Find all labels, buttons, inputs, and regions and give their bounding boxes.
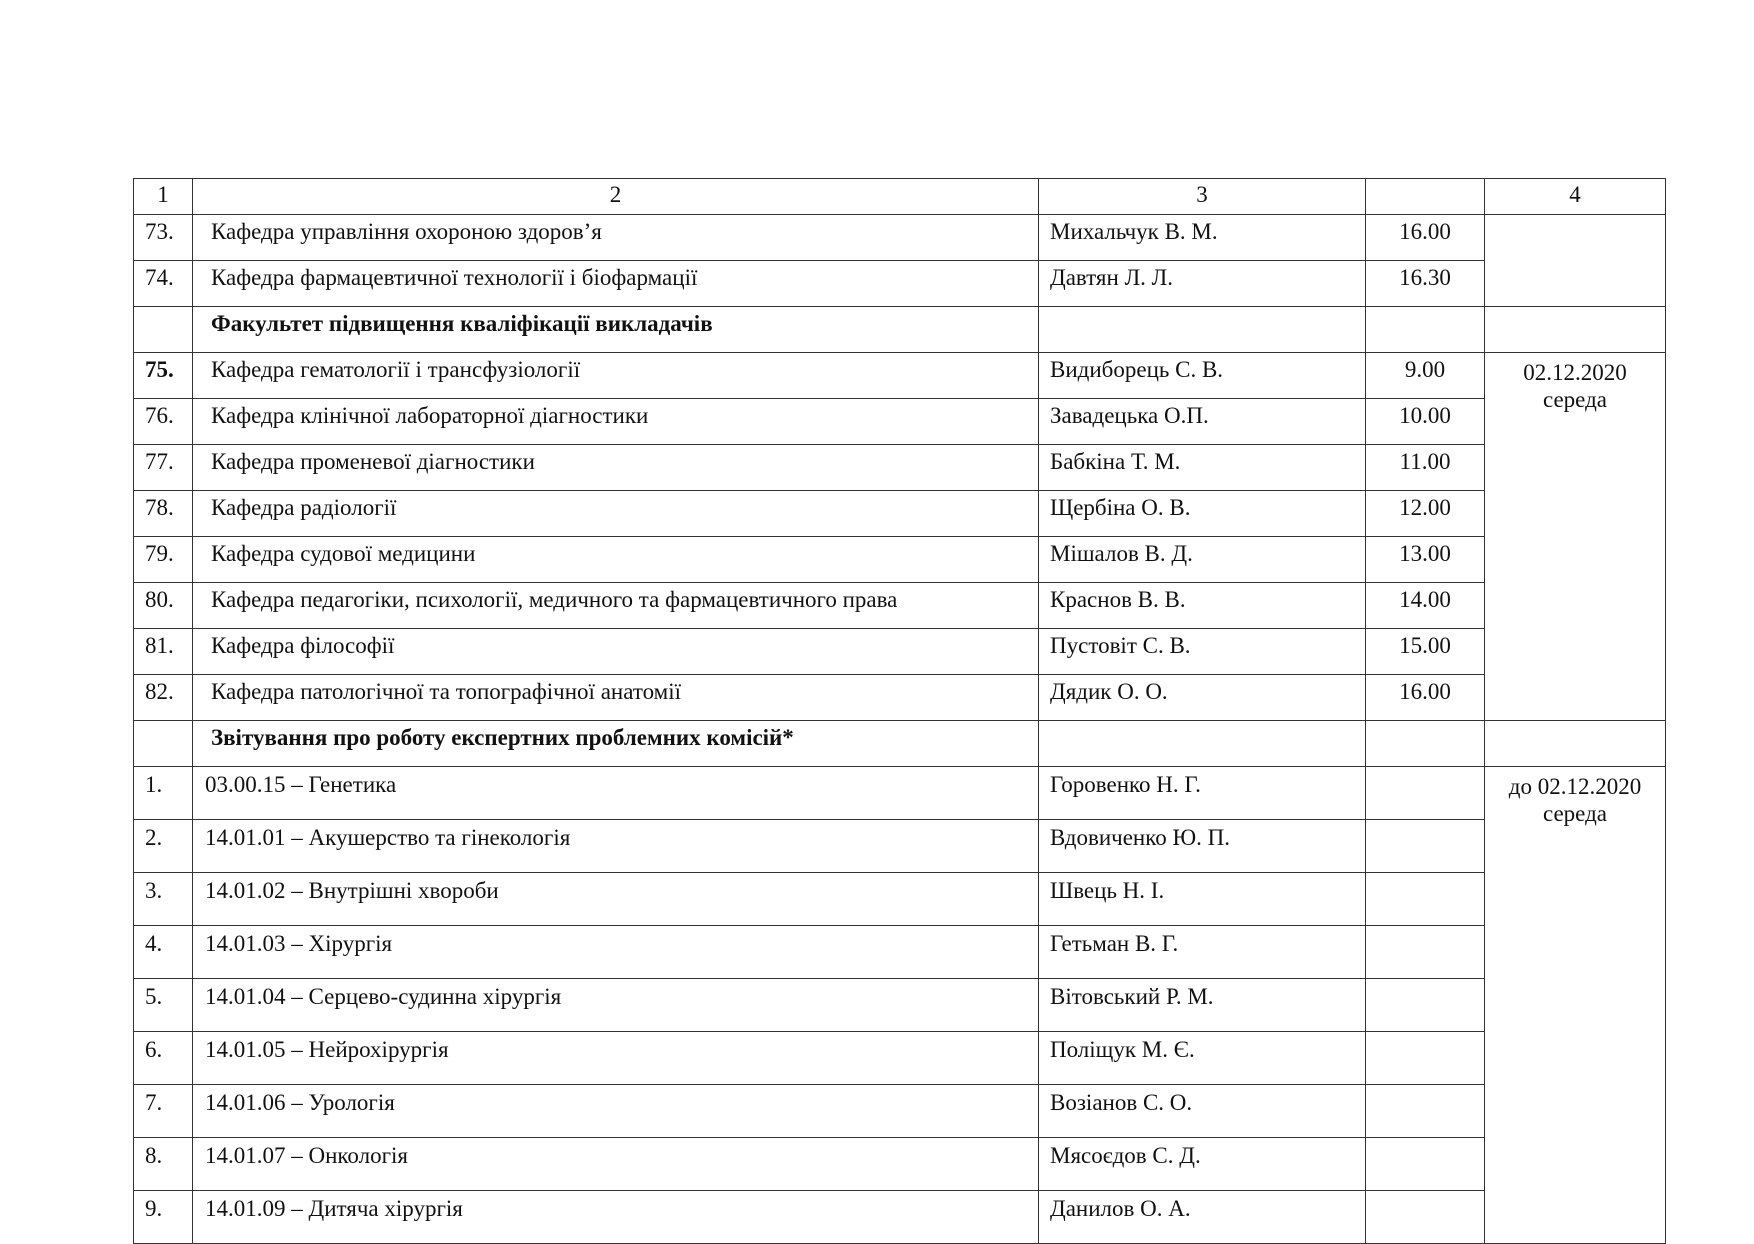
- row-number: 7.: [134, 1085, 193, 1138]
- table-row: [134, 537, 1666, 583]
- time-cell: [1366, 1085, 1485, 1138]
- header-cell: 2: [193, 179, 1039, 215]
- table-row: [134, 399, 1666, 445]
- time-cell: [1366, 1191, 1485, 1244]
- row-number: 74.: [134, 261, 193, 307]
- person-name: Дядик О. О.: [1039, 675, 1366, 721]
- department-name: Кафедра гематології і трансфузіології: [193, 353, 1039, 399]
- person-name: Щербіна О. В.: [1039, 491, 1366, 537]
- table-row: [134, 1138, 1666, 1191]
- person-name: Мішалов В. Д.: [1039, 537, 1366, 583]
- time-cell: [1366, 979, 1485, 1032]
- time-cell: 16.00: [1366, 675, 1485, 721]
- person-name: Бабкіна Т. М.: [1039, 445, 1366, 491]
- row-number: 8.: [134, 1138, 193, 1191]
- time-cell: 11.00: [1366, 445, 1485, 491]
- row-number: 1.: [134, 767, 193, 820]
- time-cell: 16.00: [1366, 215, 1485, 261]
- row-number: 5.: [134, 979, 193, 1032]
- time-cell: 13.00: [1366, 537, 1485, 583]
- date-cell: [1485, 307, 1666, 353]
- row-number: 2.: [134, 820, 193, 873]
- schedule-table: [133, 178, 1666, 1244]
- time-cell: 16.30: [1366, 261, 1485, 307]
- header-cell: 3: [1039, 179, 1366, 215]
- specialty-code: 14.01.04 – Серцево-судинна хірургія: [193, 979, 1039, 1032]
- person-name: Гетьман В. Г.: [1039, 926, 1366, 979]
- time-cell: [1366, 307, 1485, 353]
- person-name: Данилов О. А.: [1039, 1191, 1366, 1244]
- time-cell: 9.00: [1366, 353, 1485, 399]
- person-name: Швець Н. І.: [1039, 873, 1366, 926]
- section-heading-row: [134, 721, 1666, 767]
- person-name: [1039, 307, 1366, 353]
- date-cell: [1485, 215, 1666, 307]
- table-row: [134, 629, 1666, 675]
- time-cell: [1366, 873, 1485, 926]
- table-row: [134, 583, 1666, 629]
- row-number: 77.: [134, 445, 193, 491]
- row-number: 73.: [134, 215, 193, 261]
- person-name: Вдовиченко Ю. П.: [1039, 820, 1366, 873]
- table-row: [134, 261, 1666, 307]
- row-number: 81.: [134, 629, 193, 675]
- weekday-value: середа: [1542, 387, 1607, 412]
- person-name: Мясоєдов С. Д.: [1039, 1138, 1366, 1191]
- row-number: 3.: [134, 873, 193, 926]
- date-value: 02.12.2020: [1523, 360, 1627, 385]
- table-row: [134, 1085, 1666, 1138]
- row-number: 76.: [134, 399, 193, 445]
- person-name: Михальчук В. М.: [1039, 215, 1366, 261]
- header-cell: [1366, 179, 1485, 215]
- table-row: [134, 215, 1666, 261]
- header-row: [134, 179, 1666, 215]
- table-row: [134, 675, 1666, 721]
- person-name: Возіанов С. О.: [1039, 1085, 1366, 1138]
- row-number: 78.: [134, 491, 193, 537]
- row-number: 80.: [134, 583, 193, 629]
- person-name: Завадецька О.П.: [1039, 399, 1366, 445]
- row-number: 4.: [134, 926, 193, 979]
- department-name: Кафедра управління охороною здоров’я: [193, 215, 1039, 261]
- person-name: Горовенко Н. Г.: [1039, 767, 1366, 820]
- specialty-code: 14.01.01 – Акушерство та гінекологія: [193, 820, 1039, 873]
- time-cell: [1366, 721, 1485, 767]
- department-name: Кафедра філософії: [193, 629, 1039, 675]
- table-row: [134, 353, 1666, 399]
- table-row: [134, 820, 1666, 873]
- date-cell: [1485, 767, 1666, 1244]
- department-name: Кафедра патологічної та топографічної анатомії: [193, 675, 1039, 721]
- specialty-code: 14.01.06 – Урологія: [193, 1085, 1039, 1138]
- header-cell: 4: [1485, 179, 1666, 215]
- faculty-heading: Факультет підвищення кваліфікації викладачів: [193, 307, 1039, 353]
- department-name: Кафедра променевої діагностики: [193, 445, 1039, 491]
- department-name: Кафедра педагогіки, психології, медичного та фармацевтичного права: [193, 583, 1039, 629]
- row-number: [134, 307, 193, 353]
- specialty-code: 14.01.02 – Внутрішні хвороби: [193, 873, 1039, 926]
- time-cell: 15.00: [1366, 629, 1485, 675]
- time-cell: [1366, 820, 1485, 873]
- department-name: Кафедра фармацевтичної технології і біофармації: [193, 261, 1039, 307]
- person-name: Поліщук М. Є.: [1039, 1032, 1366, 1085]
- date-cell: [1485, 721, 1666, 767]
- row-number: 9.: [134, 1191, 193, 1244]
- time-cell: [1366, 1138, 1485, 1191]
- specialty-code: 14.01.05 – Нейрохірургія: [193, 1032, 1039, 1085]
- table-row: [134, 1191, 1666, 1244]
- table-row: [134, 1032, 1666, 1085]
- table-row: [134, 926, 1666, 979]
- department-name: Кафедра радіології: [193, 491, 1039, 537]
- person-name: [1039, 721, 1366, 767]
- commissions-heading: Звітування про роботу експертних проблемних комісій*: [193, 721, 1039, 767]
- person-name: Видиборець С. В.: [1039, 353, 1366, 399]
- table-row: [134, 979, 1666, 1032]
- person-name: Пустовіт С. В.: [1039, 629, 1366, 675]
- time-cell: 10.00: [1366, 399, 1485, 445]
- person-name: Давтян Л. Л.: [1039, 261, 1366, 307]
- row-number: 6.: [134, 1032, 193, 1085]
- person-name: Вітовський Р. М.: [1039, 979, 1366, 1032]
- time-cell: 12.00: [1366, 491, 1485, 537]
- row-number: 82.: [134, 675, 193, 721]
- specialty-code: 03.00.15 – Генетика: [193, 767, 1039, 820]
- header-cell: 1: [134, 179, 193, 215]
- row-number: 75.: [134, 353, 193, 399]
- time-cell: [1366, 926, 1485, 979]
- department-name: Кафедра клінічної лабораторної діагностики: [193, 399, 1039, 445]
- time-cell: 14.00: [1366, 583, 1485, 629]
- specialty-code: 14.01.07 – Онкологія: [193, 1138, 1039, 1191]
- department-name: Кафедра судової медицини: [193, 537, 1039, 583]
- table-row: [134, 445, 1666, 491]
- person-name: Краснов В. В.: [1039, 583, 1366, 629]
- date-value: до 02.12.2020: [1508, 774, 1642, 799]
- time-cell: [1366, 1032, 1485, 1085]
- date-cell: [1485, 353, 1666, 721]
- section-heading-row: [134, 307, 1666, 353]
- table-row: [134, 491, 1666, 537]
- specialty-code: 14.01.03 – Хірургія: [193, 926, 1039, 979]
- time-cell: [1366, 767, 1485, 820]
- table-row: [134, 873, 1666, 926]
- table-row: [134, 767, 1666, 820]
- weekday-value: середа: [1542, 801, 1607, 826]
- row-number: [134, 721, 193, 767]
- specialty-code: 14.01.09 – Дитяча хірургія: [193, 1191, 1039, 1244]
- row-number: 79.: [134, 537, 193, 583]
